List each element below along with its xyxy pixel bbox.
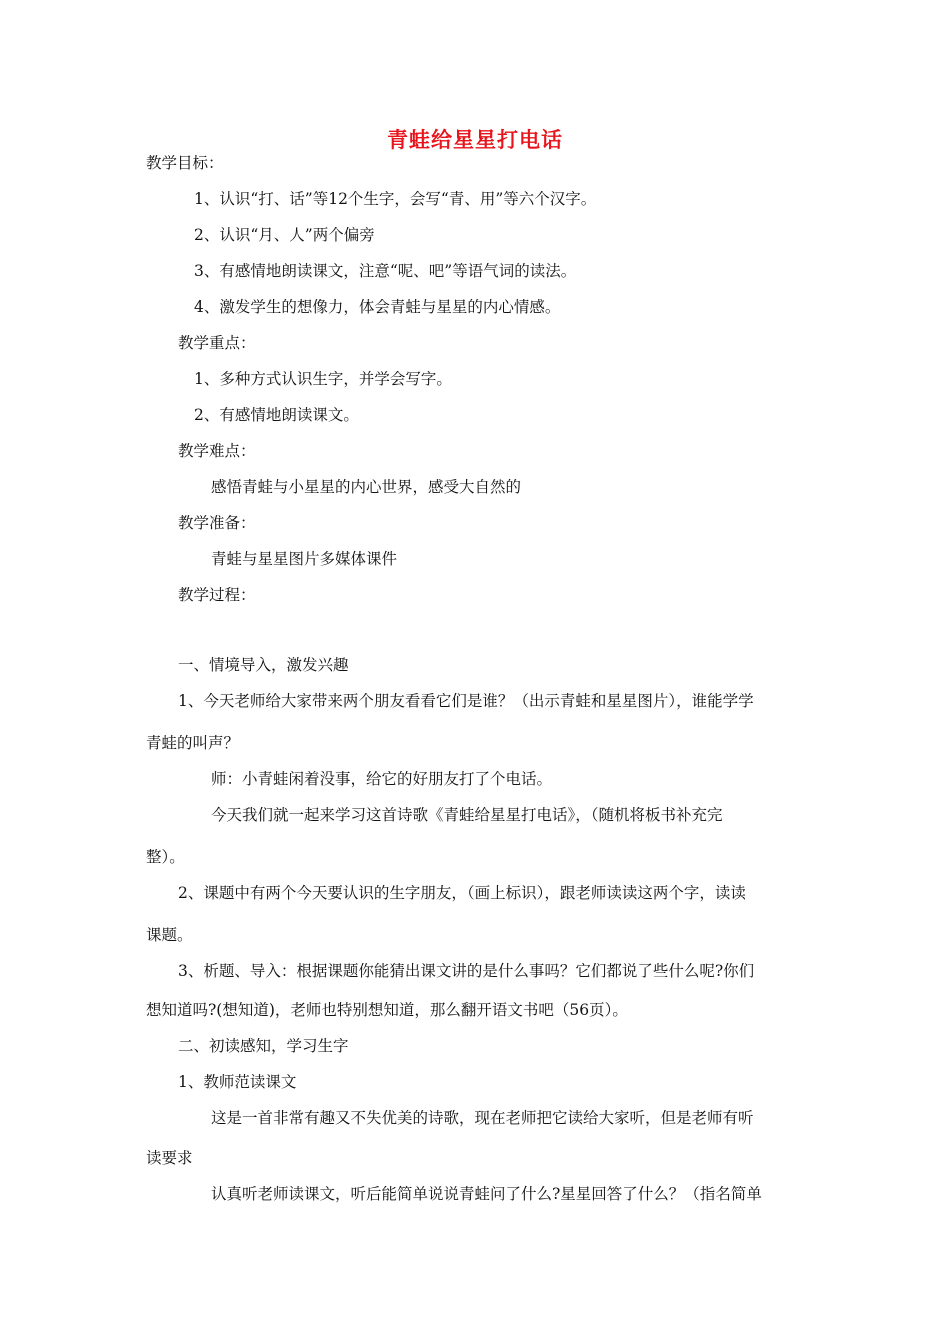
objective-4: 4、激发学生的想像力，体会青蛙与星星的内心情感。 <box>194 298 561 316</box>
paragraph-line: 想知道吗?(想知道)，老师也特别想知道，那么翻开语文书吧（56页）。 <box>146 1001 628 1019</box>
paragraph-line: 师：小青蛙闲着没事，给它的好朋友打了个电话。 <box>211 770 553 788</box>
objective-1: 1、认识“打、话”等12个生字，会写“青、用”等六个汉字。 <box>194 190 597 208</box>
objective-3: 3、有感情地朗读课文，注意“呢、吧”等语气词的读法。 <box>194 262 577 280</box>
section-heading-objectives: 教学目标： <box>146 154 224 172</box>
paragraph-line: 1、今天老师给大家带来两个朋友看看它们是谁？（出示青蛙和星星图片），谁能学学 <box>178 692 754 710</box>
document-title: 青蛙给星星打电话 <box>387 127 563 152</box>
objective-2: 2、认识“月、人”两个偏旁 <box>194 226 375 244</box>
paragraph-line: 2、课题中有两个今天要认识的生字朋友，（画上标识），跟老师读读这两个字，读读 <box>178 884 746 902</box>
paragraph-line: 青蛙的叫声？ <box>146 734 240 752</box>
section-heading-difficulties: 教学难点： <box>178 442 256 460</box>
preparation-text: 青蛙与星星图片多媒体课件 <box>211 550 398 568</box>
step-heading-1: 一、情境导入，激发兴趣 <box>178 656 349 674</box>
paragraph-line: 今天我们就一起来学习这首诗歌《青蛙给星星打电话》，（随机将板书补充完 <box>211 806 723 824</box>
paragraph-line: 认真听老师读课文，听后能简单说说青蛙问了什么?星星回答了什么？（指名简单 <box>211 1185 762 1203</box>
paragraph-line: 这是一首非常有趣又不失优美的诗歌，现在老师把它读给大家听，但是老师有听 <box>211 1109 754 1127</box>
step-heading-2: 二、初读感知，学习生字 <box>178 1037 349 1055</box>
paragraph-line: 1、教师范读课文 <box>178 1073 297 1091</box>
paragraph-line: 课题。 <box>146 926 193 944</box>
key-point-2: 2、有感情地朗读课文。 <box>194 406 359 424</box>
section-heading-key-points: 教学重点： <box>178 334 256 352</box>
section-heading-preparation: 教学准备： <box>178 514 256 532</box>
paragraph-line: 整）。 <box>146 848 185 866</box>
section-heading-process: 教学过程： <box>178 586 256 604</box>
paragraph-line: 读要求 <box>146 1149 193 1167</box>
paragraph-line: 3、析题、导入：根据课题你能猜出课文讲的是什么事吗？它们都说了些什么呢?你们 <box>178 962 755 980</box>
difficulty-text: 感悟青蛙与小星星的内心世界，感受大自然的 <box>211 478 522 496</box>
key-point-1: 1、多种方式认识生字，并学会写字。 <box>194 370 452 388</box>
